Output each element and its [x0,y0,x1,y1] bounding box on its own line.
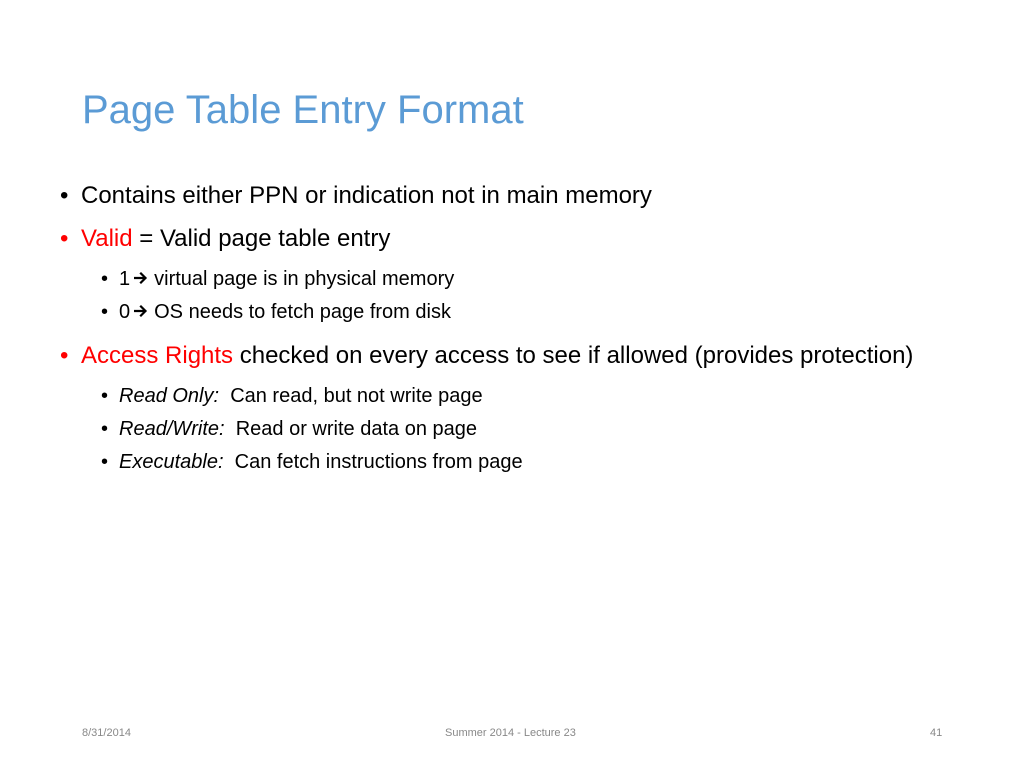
sub-bullet-item [60,449,920,476]
bullet-text: checked on every access to see if allowed (provides protection) [233,342,914,369]
sub-bullet-term: Executable: [119,451,224,473]
right-arrow-icon [134,299,148,326]
bullet-icon: • [60,182,69,209]
sub-bullet-number: 1 [119,268,131,290]
sub-bullet-text: Read or write data on page [235,418,477,440]
sub-bullet-term: Read Only: [119,385,220,407]
bullet-list [60,180,920,482]
footer-lecture: Summer 2014 - Lecture 23 [445,727,576,739]
bullet-icon: • [101,301,109,323]
bullet-icon: • [60,225,69,252]
bullet-item-valid [60,223,920,254]
bullet-keyword-access-rights: Access Rights [81,342,234,369]
sub-bullet-item [60,266,920,293]
right-arrow-icon [134,266,148,293]
bullet-text: = Valid page table entry [132,225,391,252]
bullet-icon: • [101,451,109,473]
sub-bullet-item [60,383,920,410]
sub-bullet-item [60,416,920,443]
sub-bullet-text: OS needs to fetch page from disk [154,301,451,323]
footer-date: 8/31/2014 [82,727,131,739]
bullet-icon: • [101,268,109,290]
sub-bullet-text: virtual page is in physical memory [154,268,455,290]
slide-title: Page Table Entry Format [82,88,524,132]
slide-number: 41 [930,727,943,739]
bullet-icon: • [60,342,69,369]
sub-bullet-number: 0 [119,301,131,323]
bullet-item-ppn [60,180,920,211]
sub-bullet-item [60,299,920,326]
bullet-icon: • [101,418,109,440]
bullet-item-access-rights [60,340,920,371]
bullet-icon: • [101,385,109,407]
sub-bullet-term: Read/Write: [119,418,225,440]
sub-bullet-text: Can read, but not write page [230,385,483,407]
bullet-text: Contains either PPN or indication not in main memory [81,182,652,209]
sub-bullet-text: Can fetch instructions from page [234,451,523,473]
bullet-keyword-valid: Valid [81,225,133,252]
